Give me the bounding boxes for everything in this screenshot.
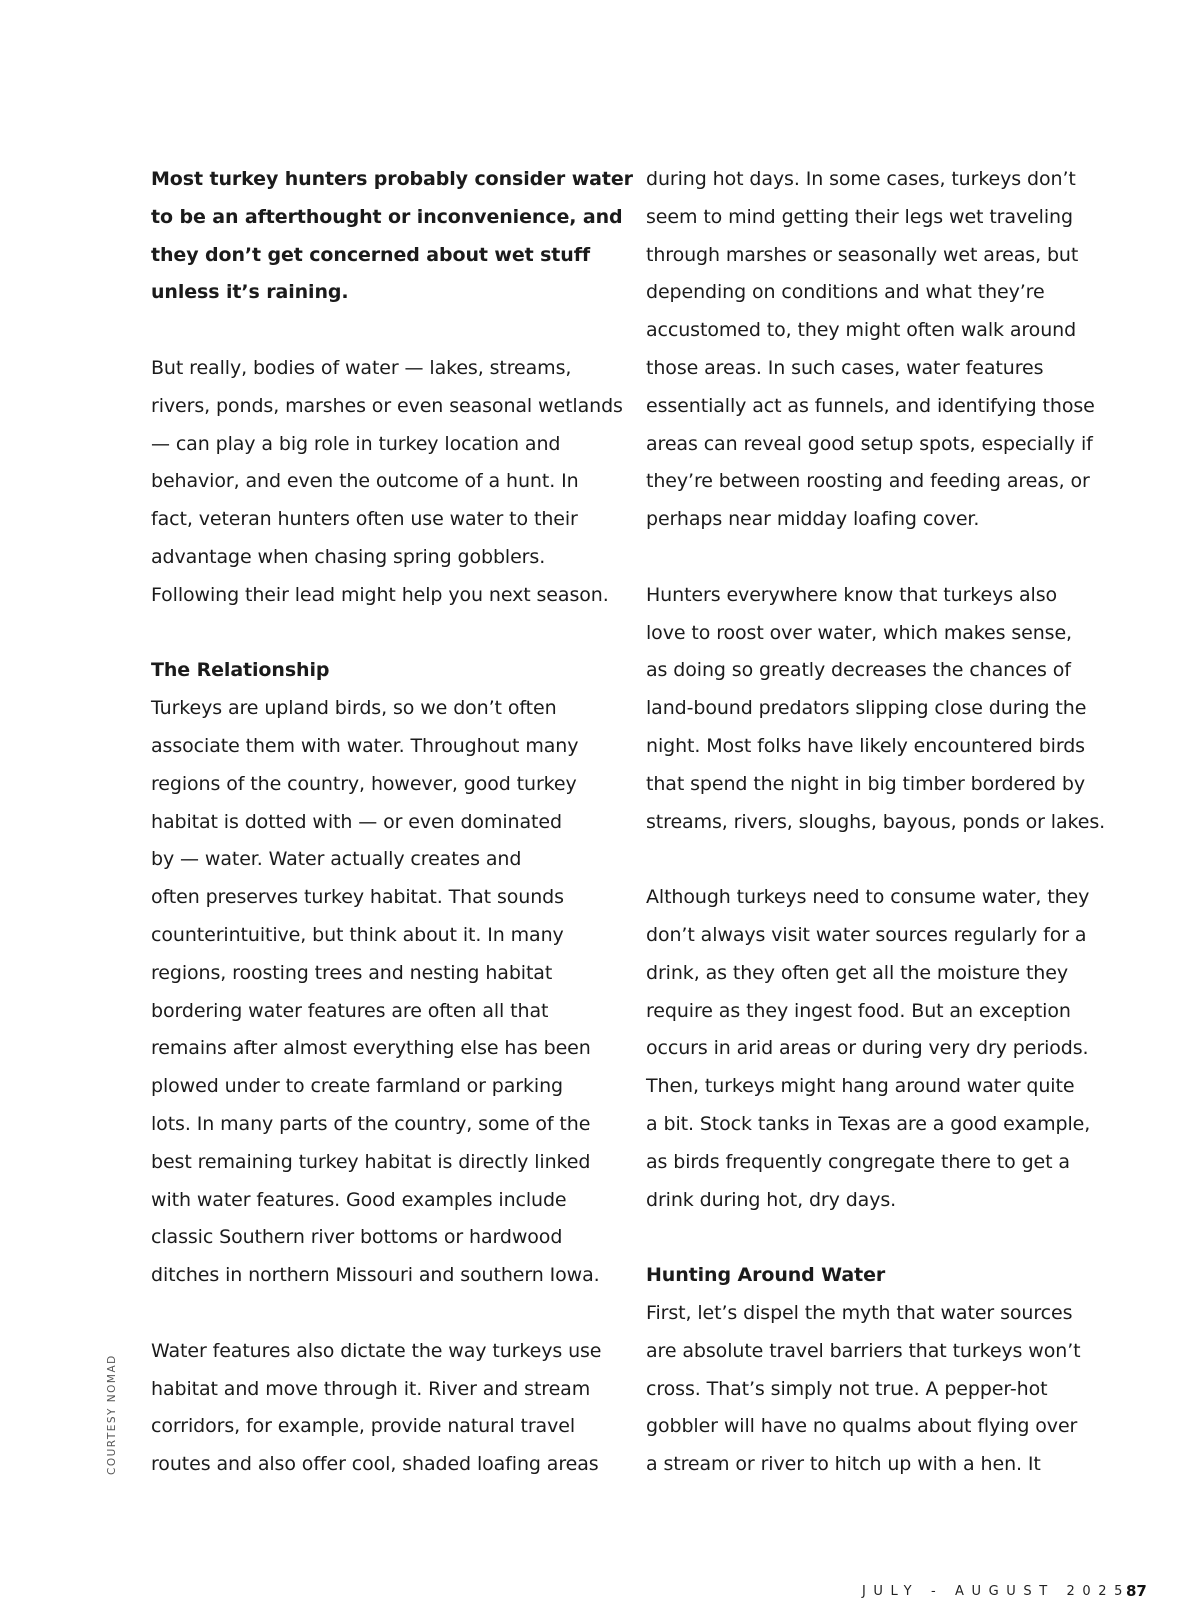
- right-column: [646, 161, 1111, 1484]
- text-line: — can play a big role in turkey location and: [151, 432, 561, 455]
- text-line: bordering water features are often all that: [151, 999, 549, 1022]
- text-line: First, let’s dispel the myth that water sources: [646, 1301, 1073, 1324]
- left-column: [151, 161, 633, 1484]
- text-line: that spend the night in big timber bordered by: [646, 772, 1085, 795]
- text-line: with water features. Good examples include: [151, 1188, 567, 1211]
- text-line: seem to mind getting their legs wet traveling: [646, 205, 1073, 228]
- text-line: during hot days. In some cases, turkeys don’t: [646, 168, 1076, 190]
- text-line: behavior, and even the outcome of a hunt. In: [151, 470, 579, 493]
- bold-text-line: Most turkey hunters probably consider water: [151, 168, 633, 190]
- text-line: night. Most folks have likely encountered birds: [646, 734, 1085, 757]
- paragraph-gap: [646, 1219, 1111, 1257]
- bold-text-line: to be an afterthought or inconvenience, and: [151, 205, 623, 228]
- text-line: But really, bodies of water — lakes, streams,: [151, 356, 572, 379]
- text-line: a stream or river to hitch up with a hen. It: [646, 1453, 1041, 1476]
- text-line: Following their lead might help you next season.: [151, 583, 609, 606]
- text-line: Then, turkeys might hang around water quite: [646, 1075, 1075, 1098]
- bold-text-line: they don’t get concerned about wet stuff: [151, 243, 591, 266]
- text-line: by — water. Water actually creates and: [151, 848, 522, 871]
- text-line: gobbler will have no qualms about flying over: [646, 1415, 1078, 1438]
- text-line: cross. That’s simply not true. A pepper-hot: [646, 1377, 1048, 1400]
- paragraph-gap: [646, 539, 1111, 577]
- text-line: streams, rivers, sloughs, bayous, ponds or lakes.: [646, 810, 1106, 833]
- text-line: lots. In many parts of the country, some of the: [151, 1112, 591, 1135]
- text-line: Hunters everywhere know that turkeys also: [646, 583, 1058, 606]
- text-line: they’re between roosting and feeding areas, or: [646, 470, 1090, 493]
- text-line: areas can reveal good setup spots, especially if: [646, 432, 1093, 455]
- text-line: drink, as they often get all the moisture they: [646, 961, 1068, 984]
- text-line: Turkeys are upland birds, so we don’t often: [151, 697, 557, 720]
- text-line: best remaining turkey habitat is directly linked: [151, 1150, 591, 1173]
- text-line: counterintuitive, but think about it. In many: [151, 923, 564, 946]
- text-line: Water features also dictate the way turkeys use: [151, 1339, 602, 1362]
- text-line: don’t always visit water sources regularly for a: [646, 923, 1087, 946]
- text-line: Although turkeys need to consume water, they: [646, 886, 1090, 909]
- text-line: accustomed to, they might often walk around: [646, 319, 1077, 342]
- text-line: regions, roosting trees and nesting habitat: [151, 961, 553, 984]
- paragraph-gap: [151, 312, 616, 350]
- text-line: habitat and move through it. River and stream: [151, 1377, 591, 1400]
- text-line: a bit. Stock tanks in Texas are a good example,: [646, 1112, 1091, 1135]
- text-line: classic Southern river bottoms or hardwood: [151, 1226, 563, 1249]
- bold-text-line: Hunting Around Water: [646, 1264, 886, 1287]
- text-line: often preserves turkey habitat. That sounds: [151, 886, 564, 909]
- text-line: associate them with water. Throughout many: [151, 734, 579, 757]
- text-line: ditches in northern Missouri and southern Iowa.: [151, 1264, 600, 1287]
- text-line: regions of the country, however, good turkey: [151, 772, 577, 795]
- paragraph-gap: [151, 615, 616, 653]
- paragraph-gap: [151, 1295, 616, 1333]
- text-line: are absolute travel barriers that turkeys won’t: [646, 1339, 1081, 1362]
- text-line: land-bound predators slipping close during the: [646, 697, 1087, 720]
- text-line: depending on conditions and what they’re: [646, 281, 1045, 304]
- text-line: rivers, ponds, marshes or even seasonal wetlands: [151, 394, 623, 417]
- page-number: 87: [1126, 1582, 1147, 1600]
- text-line: as doing so greatly decreases the chances of: [646, 659, 1071, 682]
- text-line: drink during hot, dry days.: [646, 1188, 897, 1211]
- text-line: essentially act as funnels, and identifying those: [646, 394, 1095, 417]
- text-line: perhaps near midday loafing cover.: [646, 508, 980, 531]
- text-line: fact, veteran hunters often use water to their: [151, 508, 578, 531]
- text-line: plowed under to create farmland or parking: [151, 1075, 564, 1098]
- text-line: routes and also offer cool, shaded loafing areas: [151, 1453, 599, 1476]
- text-line: remains after almost everything else has been: [151, 1037, 591, 1060]
- issue-date: JULY - AUGUST 2025: [862, 1584, 1130, 1599]
- paragraph-gap: [646, 841, 1111, 879]
- text-line: as birds frequently congregate there to get a: [646, 1150, 1070, 1173]
- photo-credit: COURTESY NOMAD: [106, 1354, 118, 1475]
- bold-text-line: The Relationship: [151, 659, 330, 682]
- bold-text-line: unless it’s raining.: [151, 281, 349, 304]
- text-line: through marshes or seasonally wet areas, but: [646, 243, 1079, 266]
- text-line: occurs in arid areas or during very dry periods.: [646, 1037, 1089, 1060]
- text-line: habitat is dotted with — or even dominated: [151, 810, 562, 833]
- text-line: require as they ingest food. But an exception: [646, 999, 1071, 1022]
- text-line: those areas. In such cases, water features: [646, 356, 1044, 379]
- text-line: advantage when chasing spring gobblers.: [151, 545, 546, 568]
- text-line: love to roost over water, which makes sense,: [646, 621, 1072, 644]
- text-line: corridors, for example, provide natural travel: [151, 1415, 575, 1438]
